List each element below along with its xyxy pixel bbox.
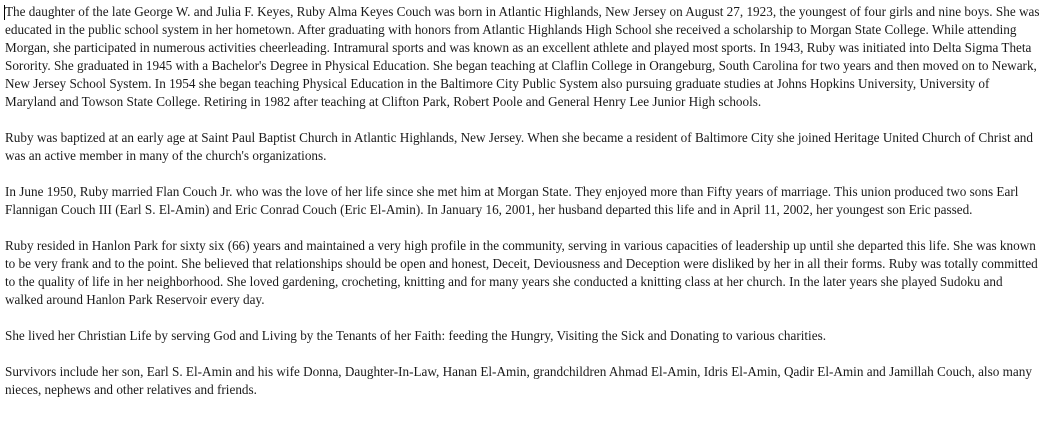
paragraph-survivors: Survivors include her son, Earl S. El-Amin and his wife Donna, Daughter-In-Law, Hanan El-Amin, grandchildren Ahmad El-Amin, Idris El-Amin, Qadir El-Amin and Jamillah Couch, also many nieces, nephews and other relatives and friends. xyxy=(5,364,1032,397)
paragraph-faith: She lived her Christian Life by serving God and Living by the Tenants of her Faith: feeding the Hungry, Visiting the Sick and Donating to various charities. xyxy=(5,328,827,343)
paragraph-biography: The daughter of the late George W. and Julia F. Keyes, Ruby Alma Keyes Couch was born in Atlantic Highlands, New Jersey on August 27, 1923, the youngest of four girls and nine boys. She was educated in the public school system in her hometown. After graduating with honors from Atlantic Highlands High School she received a scholarship to Morgan State College. While attending Morgan, she participated in numerous activities cheerleading. Intramural sports and was known as an excellent athlete and played most sports. In 1943, Ruby was initiated into Delta Sigma Theta Sorority. She graduated in 1945 with a Bachelor's Degree in Physical Education. She began teaching at Claflin College in Orangeburg, South Carolina for two years and then moved on to Newark, New Jersey School System. In 1954 she began teaching Physical Education in the Baltimore City Public System also pursuing graduate studies at Johns Hopkins University, University of Maryland and Towson State College. Retiring in 1982 after teaching at Clifton Park, Robert Poole and General Henry Lee Junior High schools. xyxy=(5,4,1040,109)
paragraph-community: Ruby resided in Hanlon Park for sixty six (66) years and maintained a very high profile in the community, serving in various capacities of leadership up until she departed this life. She was known to be very frank and to the point. She believed that relationships should be open and honest, Deceit, Deviousness and Deception were disliked by her in all their forms. Ruby was totally committed to the quality of life in her neighborhood. She loved gardening, crocheting, knitting and for many years she conducted a knitting class at her church. In the later years she played Sudoku and walked around Hanlon Park Reservoir every day. xyxy=(5,238,1038,307)
document-body[interactable] xyxy=(5,3,1041,399)
paragraph-church: Ruby was baptized at an early age at Saint Paul Baptist Church in Atlantic Highlands, New Jersey. When she became a resident of Baltimore City she joined Heritage United Church of Christ and was an active member in many of the church's organizations. xyxy=(5,130,1033,163)
paragraph-marriage: In June 1950, Ruby married Flan Couch Jr. who was the love of her life since she met him at Morgan State. They enjoyed more than Fifty years of marriage. This union produced two sons Earl Flannigan Couch III (Earl S. El-Amin) and Eric Conrad Couch (Eric El-Amin). In January 16, 2001, her husband departed this life and in April 11, 2002, her youngest son Eric passed. xyxy=(5,184,1019,217)
